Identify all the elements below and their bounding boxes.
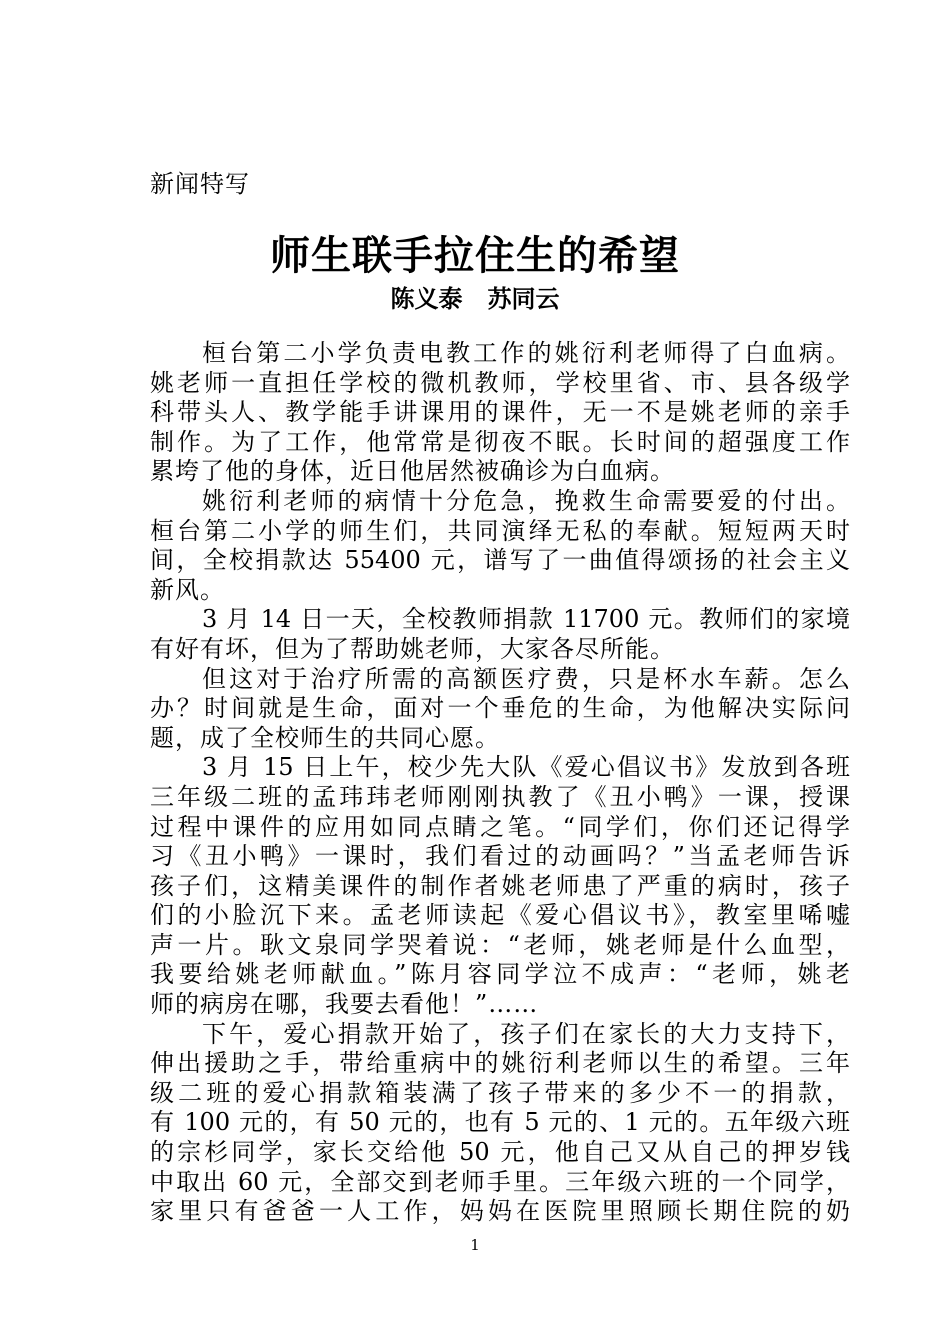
article-byline: 陈义泰 苏同云: [390, 284, 560, 313]
paragraph-line: 但这对于治疗所需的高额医疗费，只是杯水车薪。怎么: [202, 664, 850, 693]
paragraph-line: 的宗杉同学，家长交给他 50 元，他自己又从自己的押岁钱: [150, 1138, 850, 1167]
paragraph-line: 习《丑小鸭》一课时，我们看过的动画吗？”当孟老师告诉: [150, 842, 850, 871]
paragraph-line: 科带头人、教学能手讲课用的课件，无一不是姚老师的亲手: [150, 398, 850, 427]
paragraph-line: 新风。: [150, 575, 225, 604]
paragraph-line: 孩子们，这精美课件的制作者姚老师患了严重的病时，孩子: [150, 871, 850, 900]
paragraph-line: 家里只有爸爸一人工作，妈妈在医院里照顾长期住院的奶: [150, 1197, 850, 1226]
article-body: [150, 339, 850, 1227]
article-paragraph: [150, 753, 850, 1019]
paragraph-line: 累垮了他的身体，近日他居然被确诊为白血病。: [150, 457, 675, 486]
paragraph-line: 们的小脸沉下来。孟老师读起《爱心倡议书》，教室里唏嘘: [150, 901, 850, 930]
paragraph-line: 办？时间就是生命，面对一个垂危的生命，为他解决实际问: [150, 694, 850, 723]
paragraph-line: 师的病房在哪，我要去看他！”……: [150, 990, 539, 1019]
paragraph-line: 制作。为了工作，他常常是彻夜不眠。长时间的超强度工作: [150, 427, 850, 456]
paragraph-line: 有好有坏，但为了帮助姚老师，大家各尽所能。: [150, 634, 675, 663]
article-category: 新闻特写: [150, 170, 250, 198]
article-title: 师生联手拉住生的希望: [270, 232, 680, 279]
paragraph-line: 姚衍利老师的病情十分危急，挽救生命需要爱的付出。: [202, 486, 850, 515]
paragraph-line: 3 月 15 日上午，校少先大队《爱心倡议书》发放到各班: [202, 753, 850, 782]
page-number: 1: [470, 1236, 480, 1254]
article-paragraph: [150, 665, 850, 754]
article-paragraph: [150, 605, 850, 664]
article-paragraph: [150, 487, 850, 605]
article-paragraph: [150, 1020, 850, 1227]
paragraph-line: 姚老师一直担任学校的微机教师，学校里省、市、县各级学: [150, 368, 850, 397]
paragraph-line: 中取出 60 元，全部交到老师手里。三年级六班的一个同学，: [150, 1167, 850, 1196]
paragraph-line: 三年级二班的孟玮玮老师刚刚执教了《丑小鸭》一课，授课: [150, 782, 850, 811]
paragraph-line: 有 100 元的，有 50 元的，也有 5 元的、1 元的。五年级六班: [150, 1108, 850, 1137]
paragraph-line: 桓台第二小学的师生们，共同演绎无私的奉献。短短两天时: [150, 516, 850, 545]
paragraph-line: 3 月 14 日一天，全校教师捐款 11700 元。教师们的家境: [202, 605, 850, 634]
paragraph-line: 声一片。耿文泉同学哭着说：“老师，姚老师是什么血型，: [150, 930, 850, 959]
paragraph-line: 级二班的爱心捐款箱装满了孩子带来的多少不一的捐款，: [150, 1078, 850, 1107]
article-paragraph: [150, 339, 850, 487]
paragraph-line: 我要给姚老师献血。”陈月容同学泣不成声：“老师，姚老: [150, 960, 850, 989]
paragraph-line: 伸出援助之手，带给重病中的姚衍利老师以生的希望。三年: [150, 1049, 850, 1078]
paragraph-line: 题，成了全校师生的共同心愿。: [150, 723, 500, 752]
paragraph-line: 桓台第二小学负责电教工作的姚衍利老师得了白血病。: [202, 339, 850, 367]
paragraph-line: 间，全校捐款达 55400 元，谱写了一曲值得颂扬的社会主义: [150, 546, 850, 575]
paragraph-line: 下午，爱心捐款开始了，孩子们在家长的大力支持下，: [202, 1019, 850, 1048]
paragraph-line: 过程中课件的应用如同点睛之笔。“同学们，你们还记得学: [150, 812, 850, 841]
